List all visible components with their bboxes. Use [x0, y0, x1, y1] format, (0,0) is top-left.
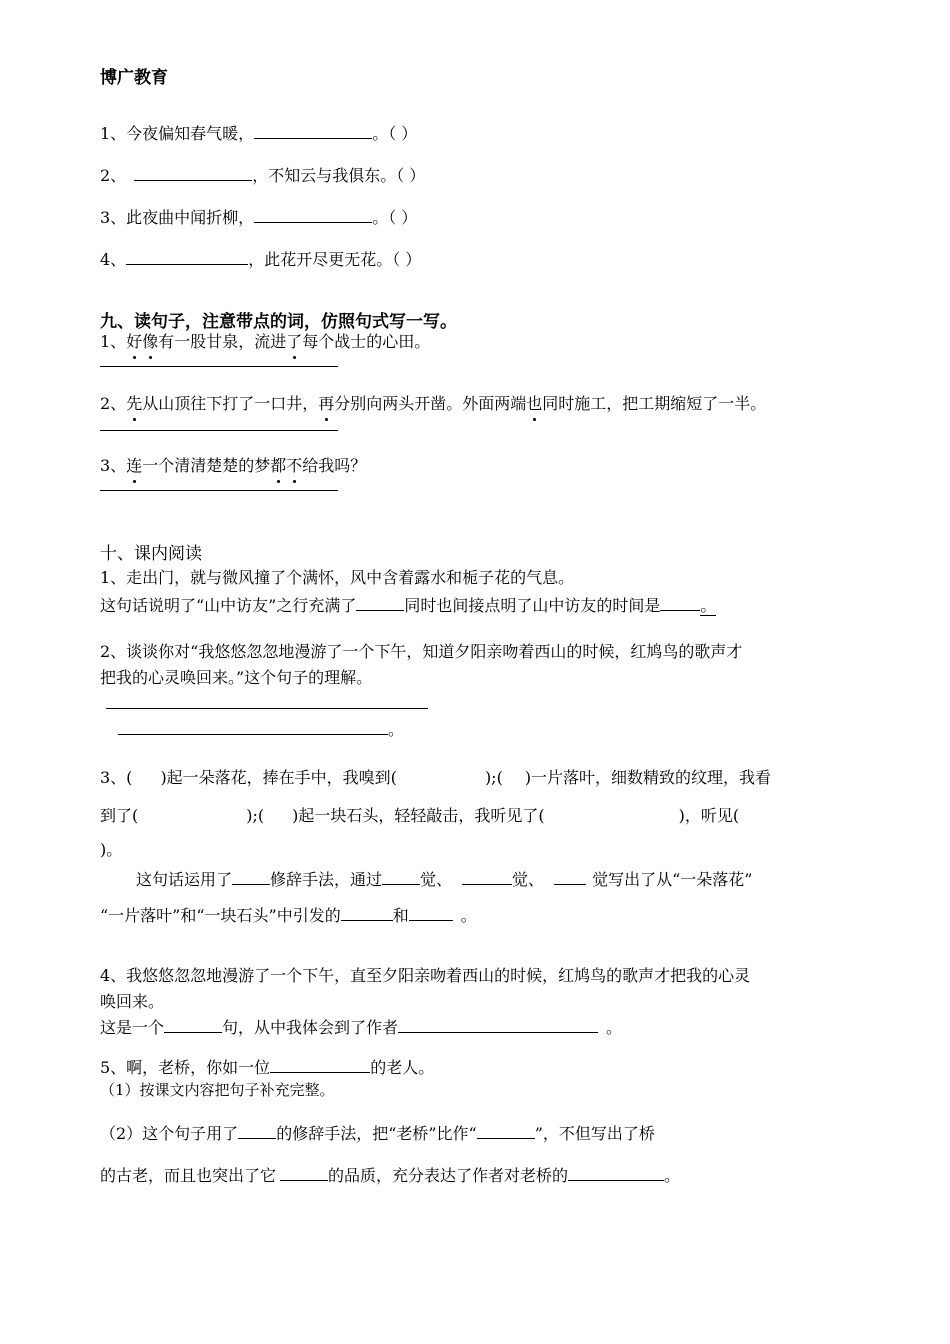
s9-q1-text-1: 有一股甘泉，流进 [158, 332, 287, 351]
s10-q4-blank-1[interactable] [164, 1018, 222, 1033]
s10-q5-sub1: （1）按课文内容把句子补充完整。 [100, 1081, 335, 1099]
s10-q1-line2 [100, 596, 716, 616]
s10-q3-line5 [100, 906, 477, 926]
s9-q2-text-3: 同时施工，把工期缩短了一半。 [542, 394, 767, 413]
s10-q4-line2: 唤回来。 [100, 992, 165, 1011]
s9-q2-dot-2: 再 [318, 394, 335, 413]
s10-q5-s3-b: 的品质，充分表达了作者对老桥的 [328, 1166, 569, 1185]
s10-q1-text-b: 同时也间接点明了山中访友的时间是 [404, 596, 661, 615]
s10-q5-s2-b: 的修辞手法，把“老桥”比作“ [276, 1124, 477, 1143]
s9-q1-dot-2: 像 [142, 332, 159, 351]
s10-q1-text-a: 这句话说明了“山中访友”之行充满了 [100, 596, 357, 615]
s10-q3-l4-e: 觉写出了从“一朵落花” [592, 870, 753, 889]
s10-q4-l3-c: 。 [606, 1018, 623, 1037]
s10-q3-blank-10[interactable] [554, 870, 586, 885]
s9-q2-answer-line[interactable] [100, 430, 338, 431]
s9-q1-num: 1、 [100, 332, 127, 351]
s9-q3-dot-2: 都 [270, 456, 287, 475]
s10-q3-blank-9[interactable] [462, 870, 512, 885]
s10-q3-l5-a: “一片落叶”和“一块石头”中引发的 [100, 906, 341, 925]
poem-3-prefix: 3、此夜曲中闻折柳， [100, 208, 255, 227]
s10-q3-l1-d: )一片落叶，细数精致的纹理，我看 [524, 768, 772, 787]
poem-line-1 [100, 124, 417, 144]
s10-q4-blank-2[interactable] [398, 1018, 598, 1033]
s9-q2-dot-1: 先 [126, 394, 143, 413]
s10-q3-blank-11[interactable] [341, 906, 393, 921]
poem-2-suffix: ，不知云与我俱东。（ ） [252, 166, 426, 185]
s10-q1-text-c: 。 [700, 596, 717, 615]
s10-q3-l5-c: 。 [460, 906, 477, 925]
s9-q2 [100, 394, 766, 414]
s10-q3-l4-c: 觉、 [420, 870, 453, 889]
s10-q5-s3-a: 的古老，而且也突出了它 [100, 1166, 277, 1185]
s10-q5-sub3 [100, 1166, 680, 1186]
s9-q3-text-2: 给我吗？ [302, 456, 367, 475]
s9-q3-dot-3: 不 [286, 456, 303, 475]
s10-q5-blank-3[interactable] [477, 1124, 535, 1139]
s10-q3-l4-a: 这句话运用了 [136, 870, 233, 889]
poem-line-3 [100, 208, 417, 228]
poem-4-prefix: 4、 [100, 250, 127, 269]
poem-2-blank[interactable] [134, 166, 252, 181]
s10-q2-end: 。 [388, 720, 405, 739]
s9-q2-text-1: 从山顶往下打了一口井， [142, 394, 319, 413]
s9-q2-text-2: 分别向两头开凿。外面两端 [334, 394, 527, 413]
s10-q5-l1-b: 的老人。 [370, 1058, 435, 1077]
s10-q5-l1-a: 5、啊，老桥，你如一位 [100, 1058, 271, 1077]
s9-q2-dot-3: 也 [526, 394, 543, 413]
s9-q1-answer-line[interactable] [100, 366, 338, 367]
s10-q3-l1-c: );( [484, 768, 503, 787]
section-10-title: 十、课内阅读 [100, 544, 202, 564]
poem-4-suffix: ，此花开尽更无花。（ ） [248, 250, 422, 269]
s9-q1-dot-3: 了 [286, 332, 303, 351]
s9-q1 [100, 332, 430, 352]
s10-q5-s3-c: 。 [664, 1166, 681, 1185]
poem-line-4 [100, 250, 421, 270]
s10-q5-s2-c: ”，不但写出了桥 [534, 1124, 655, 1143]
poem-3-suffix: 。（ ） [372, 208, 418, 227]
poem-1-suffix: 。（ ） [372, 124, 418, 143]
s9-q3 [100, 456, 366, 476]
s10-q2-answer-row-2 [118, 720, 404, 740]
s10-q4-line3 [100, 1018, 622, 1038]
poem-1-prefix: 1、今夜偏知春气暖， [100, 124, 255, 143]
s10-q3-l2-d: )，听见( [678, 806, 740, 825]
s10-q1-blank-1[interactable] [356, 596, 404, 611]
s10-q3-line4 [136, 870, 752, 890]
s10-q3-blank-8[interactable] [382, 870, 420, 885]
s10-q2-answer-line-2[interactable] [118, 720, 388, 735]
s9-q3-num: 3、 [100, 456, 127, 475]
s9-q3-text-1: 一个清清楚楚的梦 [142, 456, 271, 475]
poem-1-blank[interactable] [254, 124, 372, 139]
s10-q2-answer-line-1[interactable] [106, 708, 428, 709]
s10-q5-blank-1[interactable] [270, 1058, 370, 1073]
s10-q5-sub2 [100, 1124, 655, 1144]
s9-q2-num: 2、 [100, 394, 127, 413]
s10-q4-l3-b: 句，从中我体会到了作者 [222, 1018, 399, 1037]
s10-q5-blank-4[interactable] [280, 1166, 328, 1181]
s10-q3-l2-c: )起一块石头，轻轻敲击，我听见了( [292, 806, 545, 825]
section-9-title: 九、读句子，注意带点的词，仿照句式写一写。 [100, 312, 457, 332]
poem-4-blank[interactable] [126, 250, 248, 265]
s9-q3-answer-line[interactable] [100, 490, 338, 491]
s10-q1-blank-2[interactable] [660, 596, 700, 611]
s10-q3-l1-a: 3、( [100, 768, 133, 787]
poem-3-blank[interactable] [254, 208, 372, 223]
s10-q3-blank-7[interactable] [232, 870, 270, 885]
s10-q3-l1-b: )起一朵落花，捧在手中，我嗅到( [160, 768, 397, 787]
s10-q4-line1: 4、我悠悠忽忽地漫游了一个下午，直至夕阳亲吻着西山的时候，红鸠鸟的歌声才把我的心灵 [100, 966, 751, 985]
s10-q3-blank-12[interactable] [409, 906, 453, 921]
s10-q3-l2-a: 到了( [100, 806, 139, 825]
s9-q1-text-2: 每个战士的心田。 [302, 332, 431, 351]
s10-q2-line1: 2、谈谈你对“我悠悠忽忽地漫游了一个下午，知道夕阳亲吻着西山的时候，红鸠鸟的歌声才 [100, 642, 743, 661]
s10-q3-line2 [100, 806, 739, 826]
s9-q3-dot-1: 连 [126, 456, 143, 475]
s10-q5-blank-5[interactable] [568, 1166, 664, 1181]
s10-q1-line1: 1、走出门，就与微风撞了个满怀，风中含着露水和栀子花的气息。 [100, 568, 575, 587]
s10-q3-line1 [100, 768, 771, 788]
s10-q3-l4-b: 修辞手法，通过 [270, 870, 383, 889]
s10-q3-line3: )。 [100, 840, 123, 859]
poem-2-prefix: 2、 [100, 166, 127, 185]
s9-q1-dot-1: 好 [126, 332, 143, 351]
s10-q5-line1 [100, 1058, 434, 1078]
s10-q3-l5-b: 和 [392, 906, 409, 925]
s10-q3-l2-b: );( [246, 806, 265, 825]
page-header: 博广教育 [100, 68, 168, 88]
s10-q5-blank-2[interactable] [238, 1124, 276, 1139]
s10-q4-l3-a: 这是一个 [100, 1018, 165, 1037]
poem-line-2 [100, 166, 425, 186]
s10-q3-l4-d: 觉、 [512, 870, 545, 889]
s10-q5-s2-a: （2）这个句子用了 [100, 1124, 239, 1143]
s10-q2-line2: 把我的心灵唤回来。”这个句子的理解。 [100, 668, 373, 687]
